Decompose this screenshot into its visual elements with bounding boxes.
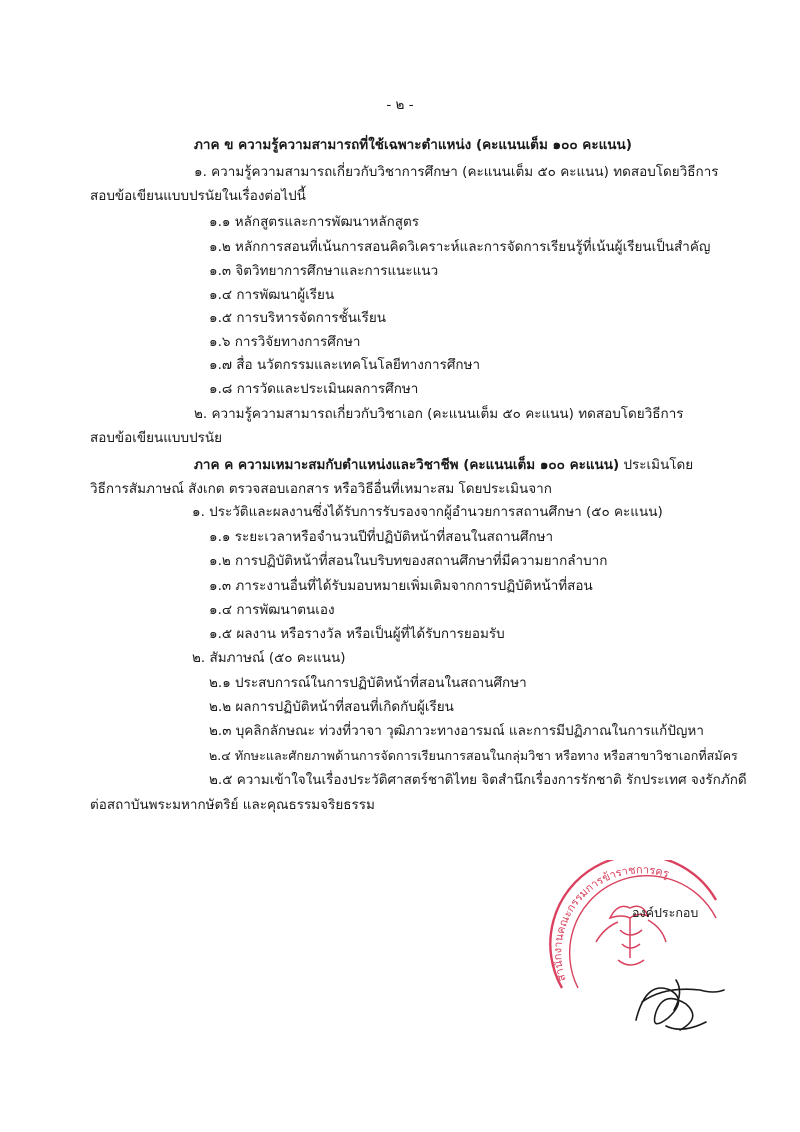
section-b-subitem: ๑.๑ หลักสูตรและการพัฒนาหลักสูตร (209, 214, 420, 230)
section-b-subitem: ๑.๘ การวัดและประเมินผลการศึกษา (209, 381, 419, 397)
section-c-heading (194, 456, 693, 474)
section-b-subitem: ๑.๓ จิตวิทยาการศึกษาและการแนะแนว (209, 263, 439, 279)
section-c-subitem: ๑.๑ ระยะเวลาหรือจำนวนปีที่ปฏิบัติหน้าที่สอนในสถานศึกษา (209, 529, 554, 545)
section-b-heading: ภาค ข ความรู้ความสามารถที่ใช้เฉพาะตำแหน่ง (คะแนนเต็ม ๑๐๐ คะแนน) (194, 137, 632, 153)
section-c-item-2: ๒. สัมภาษณ์ (๕๐ คะแนน) (192, 650, 346, 666)
seal-caption: องค์ประกอบ (632, 905, 699, 920)
section-b-item-1-cont: สอบข้อเขียนแบบปรนัยในเรื่องต่อไปนี้ (90, 188, 306, 204)
section-b-subitem: ๑.๕ การบริหารจัดการชั้นเรียน (209, 310, 387, 326)
seal-text-path: สำนักงานคณะกรรมการข้าราชการครู (551, 863, 671, 983)
section-b-item-1: ๑. ความรู้ความสามารถเกี่ยวกับวิชาการศึกษา (คะแนนเต็ม ๕๐ คะแนน) ทดสอบโดยวิธีการ (194, 164, 719, 180)
section-c-subitem: ๒.๔ ทักษะและศักยภาพด้านการจัดการเรียนการสอนในกลุ่มวิชา หรือทาง หรือสาขาวิชาเอกที่สมัคร (209, 748, 738, 763)
page-number: - ๒ - (386, 97, 414, 113)
section-b-subitem: ๑.๖ การวิจัยทางการศึกษา (209, 334, 361, 350)
section-c-item-1: ๑. ประวัติและผลงานซึ่งได้รับการรับรองจากผู้อำนวยการสถานศึกษา (๕๐ คะแนน) (192, 504, 663, 520)
handwritten-signature (612, 948, 732, 1048)
section-c-heading-bold: ภาค ค ความเหมาะสมกับตำแหน่งและวิชาชีพ (คะแนนเต็ม ๑๐๐ คะแนน) (194, 457, 620, 473)
section-c-subitem: ๑.๔ การพัฒนาตนเอง (209, 602, 335, 618)
section-b-subitem: ๑.๒ หลักการสอนที่เน้นการสอนคิดวิเคราะห์และการจัดการเรียนรู้ที่เน้นผู้เรียนเป็นสำคัญ (209, 239, 711, 255)
section-c-subitem: ๒.๑ ประสบการณ์ในการปฏิบัติหน้าที่สอนในสถานศึกษา (209, 675, 527, 691)
section-c-heading-cont: วิธีการสัมภาษณ์ สังเกต ตรวจสอบเอกสาร หรือวิธีอื่นที่เหมาะสม โดยประเมินจาก (90, 481, 552, 497)
section-c-subitem: ๑.๓ ภาระงานอื่นที่ได้รับมอบหมายเพิ่มเติมจากการปฏิบัติหน้าที่สอน (209, 578, 593, 594)
section-c-subitem-cont: ต่อสถาบันพระมหากษัตริย์ และคุณธรรมจริยธรรม (90, 797, 375, 813)
section-b-item-2-cont: สอบข้อเขียนแบบปรนัย (90, 430, 223, 446)
section-b-item-2: ๒. ความรู้ความสามารถเกี่ยวกับวิชาเอก (คะแนนเต็ม ๕๐ คะแนน) ทดสอบโดยวิธีการ (194, 406, 684, 422)
section-b-subitem: ๑.๔ การพัฒนาผู้เรียน (209, 287, 335, 303)
section-c-heading-rest: ประเมินโดย (619, 457, 694, 473)
section-c-subitem: ๒.๒ ผลการปฏิบัติหน้าที่สอนที่เกิดกับผู้เรียน (209, 699, 454, 715)
section-c-subitem: ๒.๓ บุคลิกลักษณะ ท่วงที่วาจา วุฒิภาวะทางอารมณ์ และการมีปฏิภาณในการแก้ปัญหา (209, 723, 704, 739)
section-c-subitem: ๒.๕ ความเข้าใจในเรื่องประวัติศาสตร์ชาติไทย จิตสำนึกเรื่องการรักชาติ รักประเทศ จงรักภักดี (209, 772, 747, 788)
section-c-subitem: ๑.๕ ผลงาน หรือรางวัล หรือเป็นผู้ที่ได้รับการยอมรับ (209, 626, 505, 642)
section-c-subitem: ๑.๒ การปฏิบัติหน้าที่สอนในบริบทของสถานศึกษาที่มีความยากลำบาก (209, 553, 608, 569)
section-b-subitem: ๑.๗ สื่อ นวัตกรรมและเทคโนโลยีทางการศึกษา (209, 357, 481, 373)
